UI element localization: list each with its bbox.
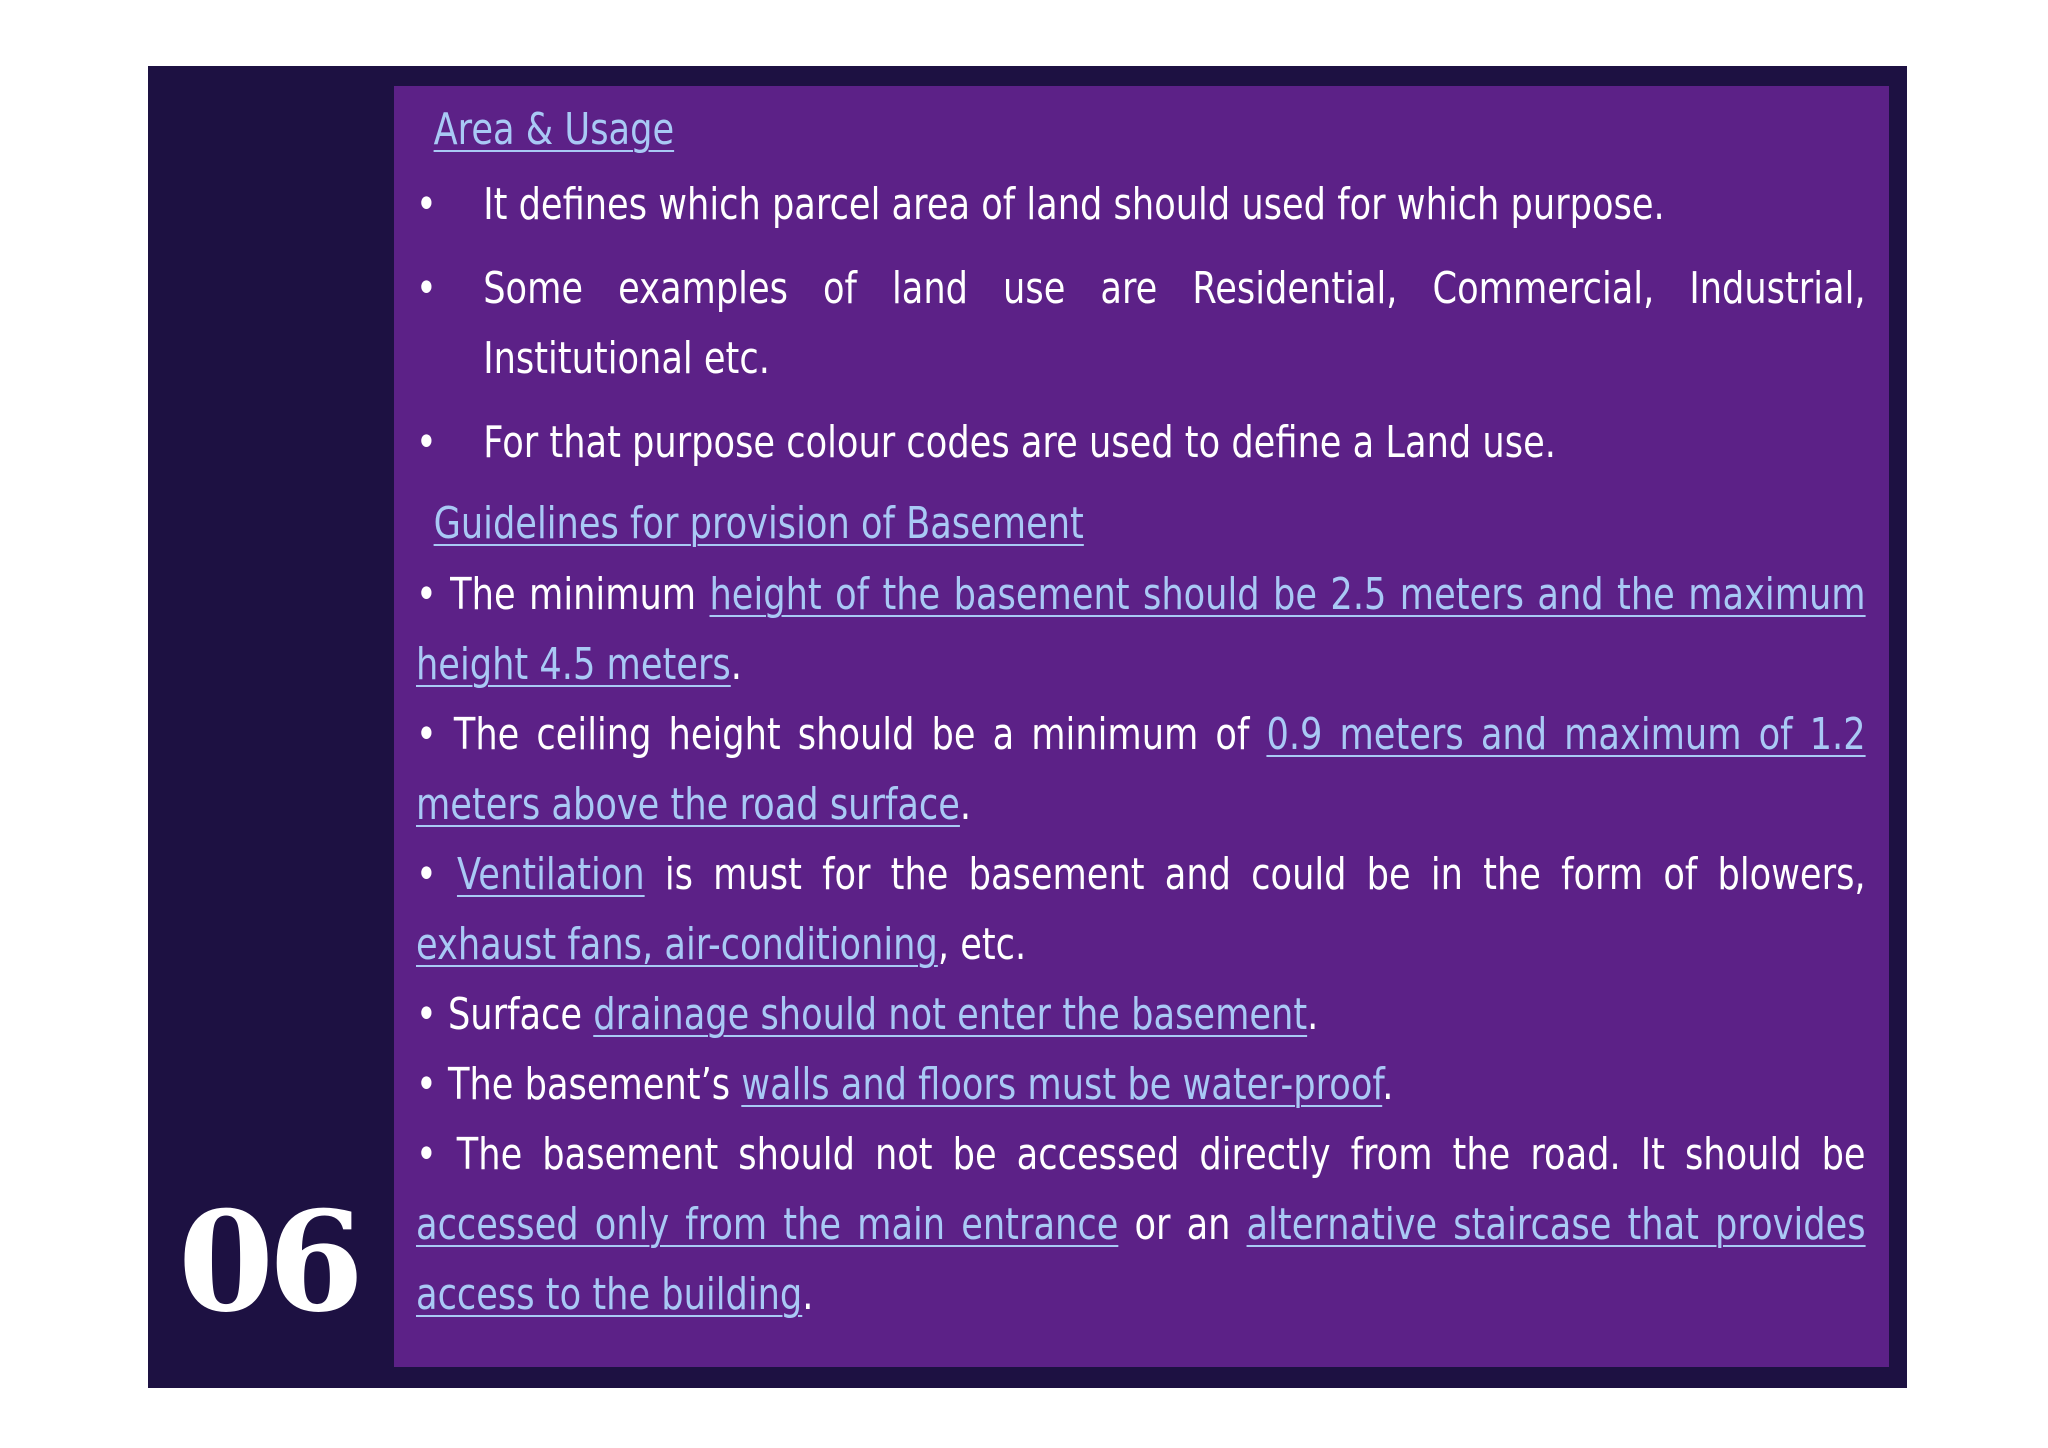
guideline-link[interactable]: Ventilation <box>456 849 645 900</box>
guideline-text: , etc. <box>937 919 1027 970</box>
bullet-text: Some examples of land use are Residential, Commercial, Industrial, Institutional etc. <box>483 263 1866 384</box>
guideline-text: or an <box>1118 1199 1247 1250</box>
guideline-link[interactable]: accessed only from the main entrance <box>416 1199 1119 1250</box>
bullet-icon: • <box>416 179 437 230</box>
list-item <box>416 170 1866 240</box>
guideline-text: . <box>802 1269 814 1320</box>
bullet-text: It defines which parcel area of land should used for which purpose. <box>483 179 1665 230</box>
list-item <box>416 408 1866 478</box>
guideline-item <box>416 980 1866 1050</box>
list-item <box>416 254 1866 394</box>
guideline-text: • The ceiling height should be a minimum of <box>416 709 1267 760</box>
guideline-link[interactable]: 0.9 meters and maximum of 1.2 meters above the road surface <box>416 709 1866 830</box>
bullet-icon: • <box>416 263 437 314</box>
guideline-text: . <box>1307 989 1319 1040</box>
guideline-link[interactable]: height of the basement should be 2.5 meters and the maximum height 4.5 meters <box>416 569 1866 690</box>
bullet-icon: • <box>416 417 437 468</box>
content-panel <box>394 86 1889 1367</box>
guideline-item <box>416 1050 1866 1120</box>
guideline-text: . <box>959 779 972 830</box>
guideline-link[interactable]: exhaust fans, air-conditioning <box>416 919 938 970</box>
page-number: 06 <box>178 1180 359 1343</box>
guideline-item <box>416 700 1866 840</box>
guideline-text: • Surface <box>416 989 594 1040</box>
section-heading-basement-guidelines[interactable]: Guidelines for provision of Basement <box>433 498 1084 549</box>
guideline-text: . <box>1382 1059 1394 1110</box>
guideline-item <box>416 1120 1866 1330</box>
bullet-text: For that purpose colour codes are used to define a Land use. <box>483 417 1556 468</box>
section-heading-area-usage[interactable]: Area & Usage <box>433 104 675 155</box>
guideline-link[interactable]: alternative staircase that provides access to the building <box>416 1199 1866 1320</box>
guideline-text: is must for the basement and could be in the form of blowers, <box>644 849 1866 900</box>
slide <box>148 66 1907 1388</box>
guideline-text: • The basement should not be accessed directly from the road. It should be <box>416 1129 1866 1180</box>
guideline-text: • The minimum <box>416 569 710 620</box>
guideline-link[interactable]: drainage should not enter the basement <box>593 989 1308 1040</box>
guideline-item <box>416 840 1866 980</box>
text-area <box>416 94 1866 1330</box>
guideline-text: • The basement’s <box>416 1059 742 1110</box>
guideline-item <box>416 560 1866 700</box>
guideline-link[interactable]: walls and floors must be water-proof <box>741 1059 1383 1110</box>
guideline-text: . <box>730 639 742 690</box>
guideline-text: • <box>416 849 457 900</box>
